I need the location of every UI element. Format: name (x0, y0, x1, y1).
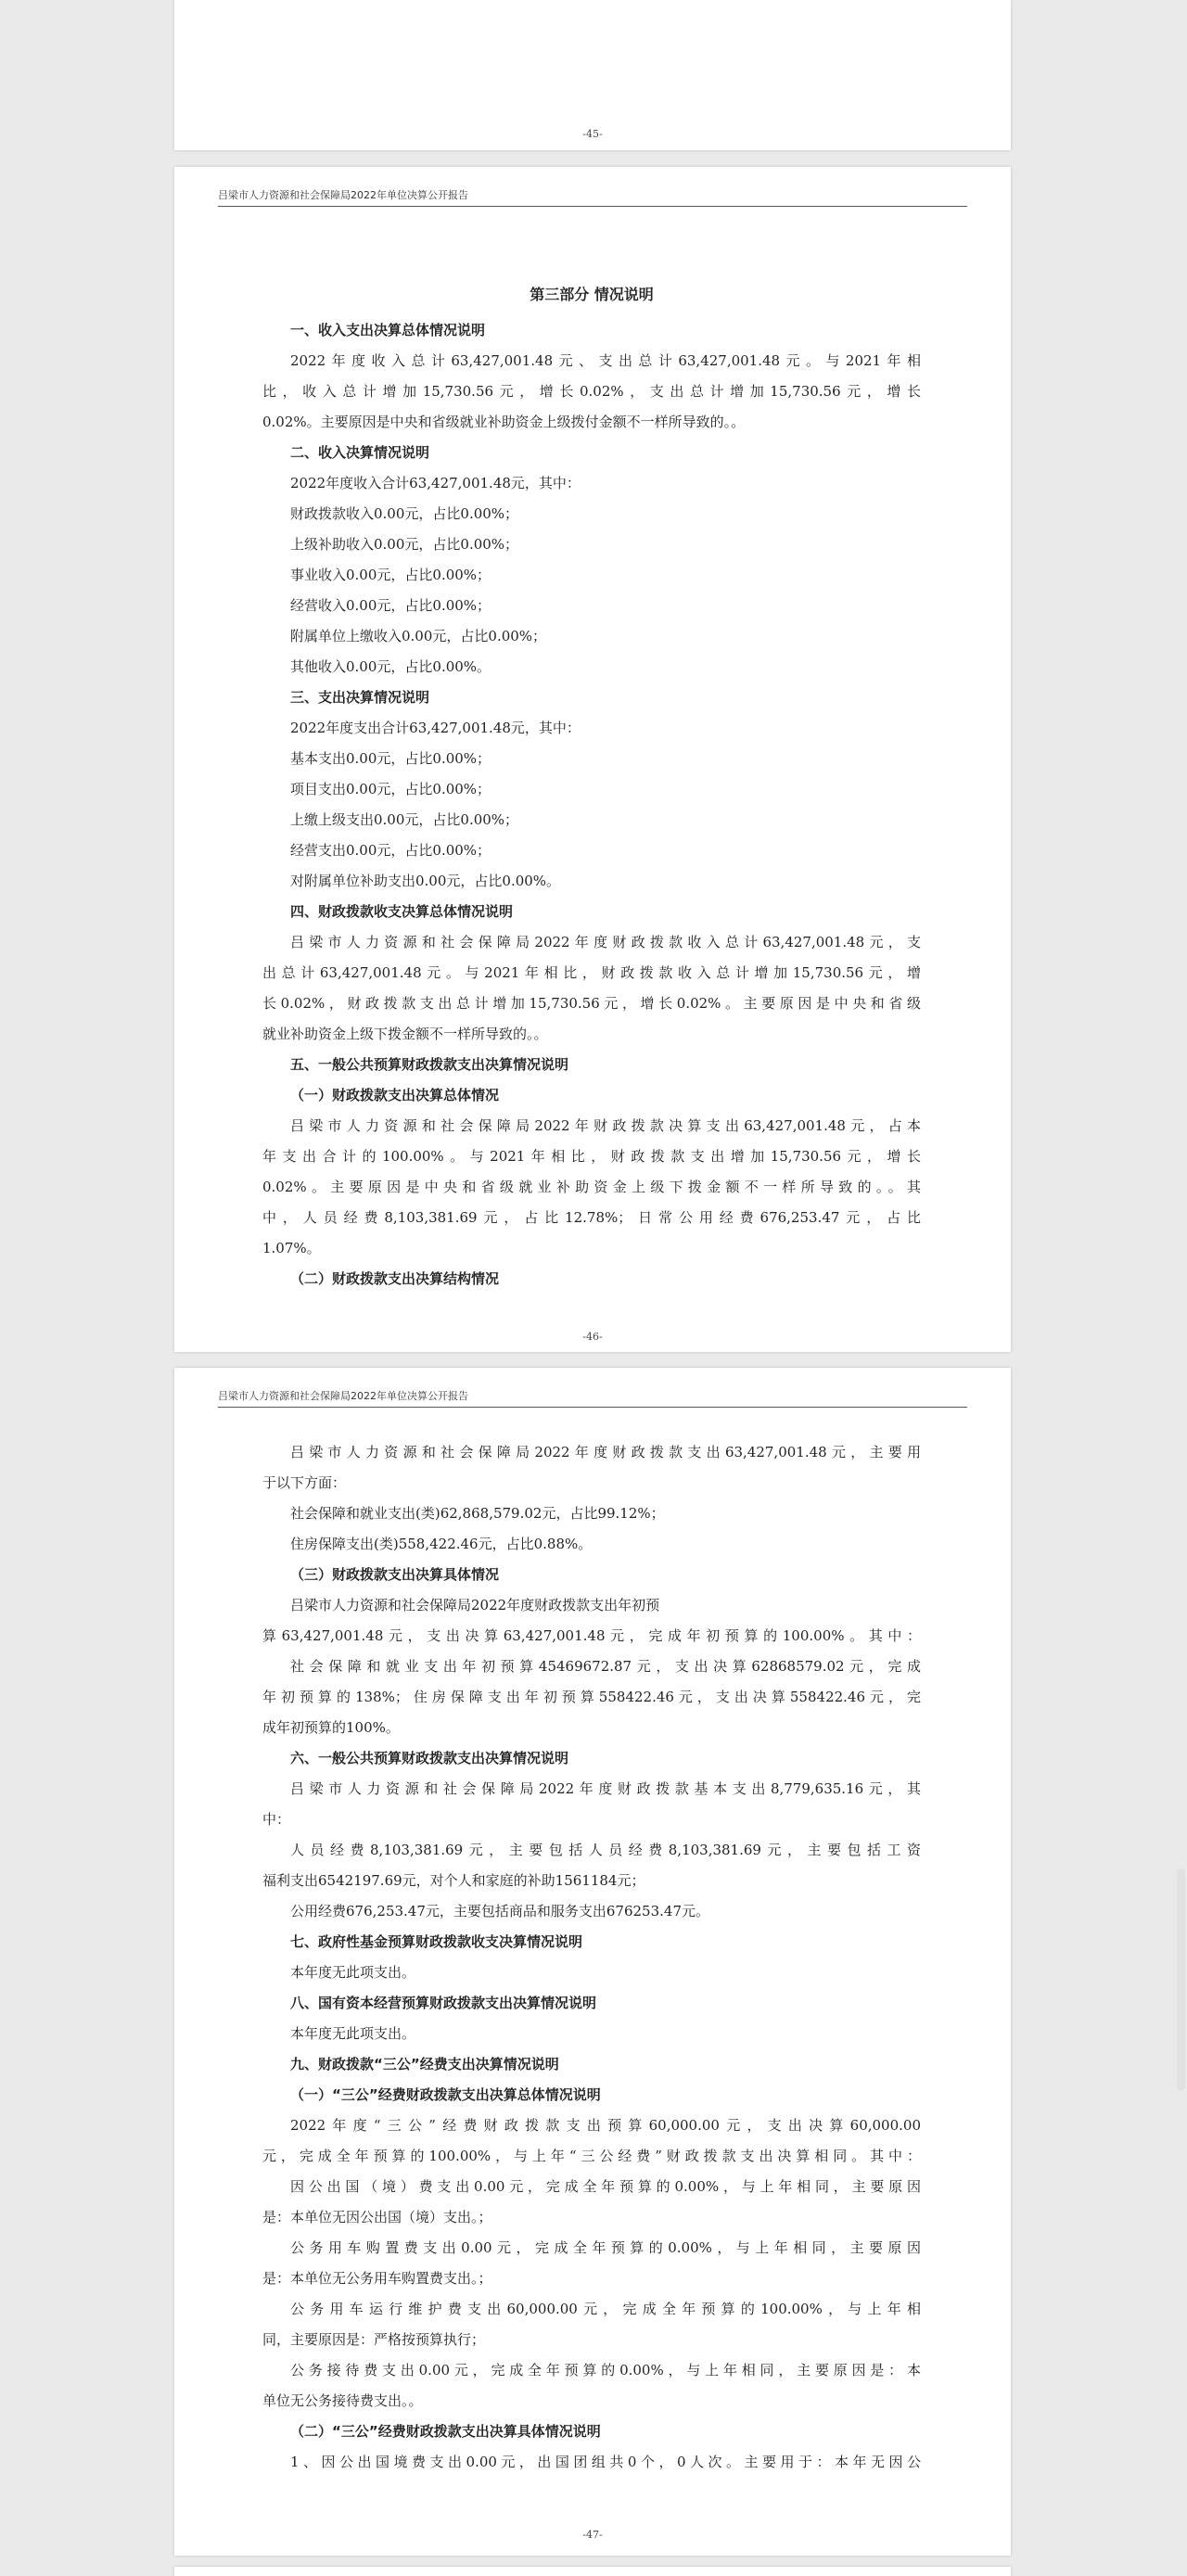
section-heading: 八、国有资本经营预算财政拨款支出决算情况说明 (290, 1995, 597, 2011)
text-line: 事业收入0.00元，占比0.00%； (290, 567, 491, 583)
section-heading: （三）财政拨款支出决算具体情况 (290, 1566, 500, 1583)
page-number: -47- (582, 2529, 603, 2541)
section-heading: 四、财政拨款收支决算总体情况说明 (290, 903, 514, 920)
running-header: 吕梁市人力资源和社会保障局2022年单位决算公开报告 (218, 189, 967, 207)
text-line: 基本支出0.00元，占比0.00%； (290, 750, 491, 767)
paragraph-lines (262, 315, 921, 1294)
section-heading: 三、支出决算情况说明 (290, 689, 430, 706)
scrollbar[interactable] (1177, 1868, 1185, 2091)
page-47 (174, 1368, 1011, 2556)
text-line: 年初预算的138%；住房保障支出年初预算558422.46元，支出决算558422.46元，完 (262, 1689, 921, 1705)
text-line: 上缴上级支出0.00元，占比0.00%； (290, 811, 519, 828)
text-line: 吕梁市人力资源和社会保障局2022年度财政拨款收入总计63,427,001.48元，支 (290, 934, 921, 950)
page-number: -45- (582, 128, 603, 140)
page-46 (174, 167, 1011, 1352)
text-line: 公务接待费支出0.00元，完成全年预算的0.00%，与上年相同，主要原因是：本 (290, 2362, 921, 2378)
section-heading: （一）财政拨款支出决算总体情况 (290, 1087, 500, 1103)
text-line: 吕梁市人力资源和社会保障局2022年度财政拨款支出年初预 (290, 1597, 660, 1613)
text-line: 是：本单位无因公出国（境）支出。； (262, 2209, 492, 2225)
text-line: 2022年度收入合计63,427,001.48元，其中： (290, 475, 581, 491)
text-line: 元，完成全年预算的100.00%，与上年“三公经费”财政拨款支出决算相同。其中： (262, 2148, 921, 2164)
text-line: 本年度无此项支出。 (290, 1964, 416, 1981)
text-line: 公用经费676,253.47元，主要包括商品和服务支出676253.47元。 (290, 1903, 710, 1919)
paragraph-lines (262, 1437, 921, 2478)
text-line: 于以下方面： (262, 1474, 347, 1491)
text-line: 对附属单位补助支出0.00元，占比0.00%。 (290, 873, 561, 889)
page-number: -46- (582, 1331, 603, 1343)
text-line: 吕梁市人力资源和社会保障局2022年财政拨款决算支出63,427,001.48元，占本 (290, 1117, 921, 1134)
section-heading: 二、收入决算情况说明 (290, 444, 430, 461)
text-line: 经营收入0.00元，占比0.00%； (290, 597, 491, 614)
text-line: 中，人员经费8,103,381.69元，占比12.78%；日常公用经费676,253.47元，占比 (262, 1209, 921, 1226)
text-line: 长0.02%，财政拨款支出总计增加15,730.56元，增长0.02%。主要原因是中央和省级 (262, 995, 921, 1012)
section-heading: （一）“三公”经费财政拨款支出决算总体情况说明 (290, 2086, 601, 2103)
section-heading: （二）“三公”经费财政拨款支出决算具体情况说明 (290, 2423, 601, 2440)
page-48 (174, 2567, 1011, 2576)
text-line: 本年度无此项支出。 (290, 2025, 416, 2042)
text-line: 项目支出0.00元，占比0.00%； (290, 781, 491, 797)
section-heading: 七、政府性基金预算财政拨款收支决算情况说明 (290, 1933, 583, 1950)
text-line: 住房保障支出(类)558,422.46元，占比0.88%。 (290, 1536, 593, 1552)
text-line: 2022年度支出合计63,427,001.48元，其中： (290, 720, 581, 736)
text-line: 年支出合计的100.00%。与2021年相比，财政拨款支出增加15,730.56元，增长 (262, 1148, 921, 1165)
text-line: 中： (262, 1811, 291, 1828)
text-line: 福利支出6542197.69元，对个人和家庭的补助1561184元； (262, 1872, 645, 1889)
text-line: 2022年度“三公”经费财政拨款支出预算60,000.00元，支出决算60,000.00 (290, 2117, 921, 2134)
section-heading: 一、收入支出决算总体情况说明 (290, 322, 486, 338)
section-heading: 六、一般公共预算财政拨款支出决算情况说明 (290, 1750, 569, 1766)
text-line: 社会保障和就业支出(类)62,868,579.02元，占比99.12%； (290, 1505, 665, 1522)
text-line: 是：本单位无公务用车购置费支出。； (262, 2270, 492, 2287)
text-line: 社会保障和就业支出年初预算45469672.87元，支出决算62868579.02元，完成 (290, 1658, 921, 1675)
text-line: 经营支出0.00元，占比0.00%； (290, 842, 491, 859)
text-line: 财政拨款收入0.00元，占比0.00%； (290, 505, 519, 522)
section-title: 第三部分 情况说明 (530, 286, 654, 303)
section-heading: （二）财政拨款支出决算结构情况 (290, 1270, 500, 1287)
text-line: 吕梁市人力资源和社会保障局2022年度财政拨款基本支出8,779,635.16元，其 (290, 1780, 921, 1797)
text-line: 因公出国（境）费支出0.00元，完成全年预算的0.00%，与上年相同，主要原因 (290, 2178, 921, 2195)
text-line: 2022年度收入总计63,427,001.48元、支出总计63,427,001.48元。与2021年相 (290, 352, 921, 369)
text-line: 吕梁市人力资源和社会保障局2022年度财政拨款支出63,427,001.48元，主要用 (290, 1444, 921, 1460)
text-line: 公务用车购置费支出0.00元，完成全年预算的0.00%，与上年相同，主要原因 (290, 2239, 921, 2256)
text-line: 出总计63,427,001.48元。与2021年相比，财政拨款收入总计增加15,730.56元，增 (262, 964, 921, 981)
text-line: 就业补助资金上级下拨金额不一样所导致的。。 (262, 1026, 548, 1042)
page-45 (174, 0, 1011, 150)
text-line: 附属单位上缴收入0.00元，占比0.00%； (290, 628, 547, 644)
text-line: 人员经费8,103,381.69元，主要包括人员经费8,103,381.69元，主要包括工资 (290, 1842, 921, 1858)
text-line: 成年初预算的100%。 (262, 1719, 400, 1736)
text-line: 比，收入总计增加15,730.56元，增长0.02%，支出总计增加15,730.56元，增长 (262, 383, 921, 400)
text-line: 0.02%。主要原因是中央和省级就业补助资金上级拨付金额不一样所导致的。。 (262, 414, 746, 430)
text-line: 单位无公务接待费支出。。 (262, 2392, 423, 2409)
text-line: 1、因公出国境费支出0.00元，出国团组共0个，0人次。主要用于：本年无因公 (290, 2454, 921, 2470)
text-line: 0.02%。主要原因是中央和省级就业补助资金上级下拨金额不一样所导致的。。其 (262, 1179, 921, 1195)
text-line: 公务用车运行维护费支出60,000.00元，完成全年预算的100.00%，与上年相 (290, 2301, 921, 2317)
page-content (262, 1437, 921, 2478)
running-header: 吕梁市人力资源和社会保障局2022年单位决算公开报告 (218, 1390, 967, 1408)
page-content (262, 274, 921, 1294)
text-line: 算63,427,001.48元，支出决算63,427,001.48元，完成年初预算的100.00%。其中： (262, 1627, 921, 1644)
section-heading: 五、一般公共预算财政拨款支出决算情况说明 (290, 1056, 569, 1073)
text-line: 其他收入0.00元，占比0.00%。 (290, 658, 491, 675)
section-heading: 九、财政拨款“三公”经费支出决算情况说明 (290, 2056, 559, 2072)
text-line: 同，主要原因是：严格按预算执行； (262, 2331, 486, 2348)
text-line: 上级补助收入0.00元，占比0.00%； (290, 536, 519, 553)
text-line: 1.07%。 (262, 1240, 321, 1256)
